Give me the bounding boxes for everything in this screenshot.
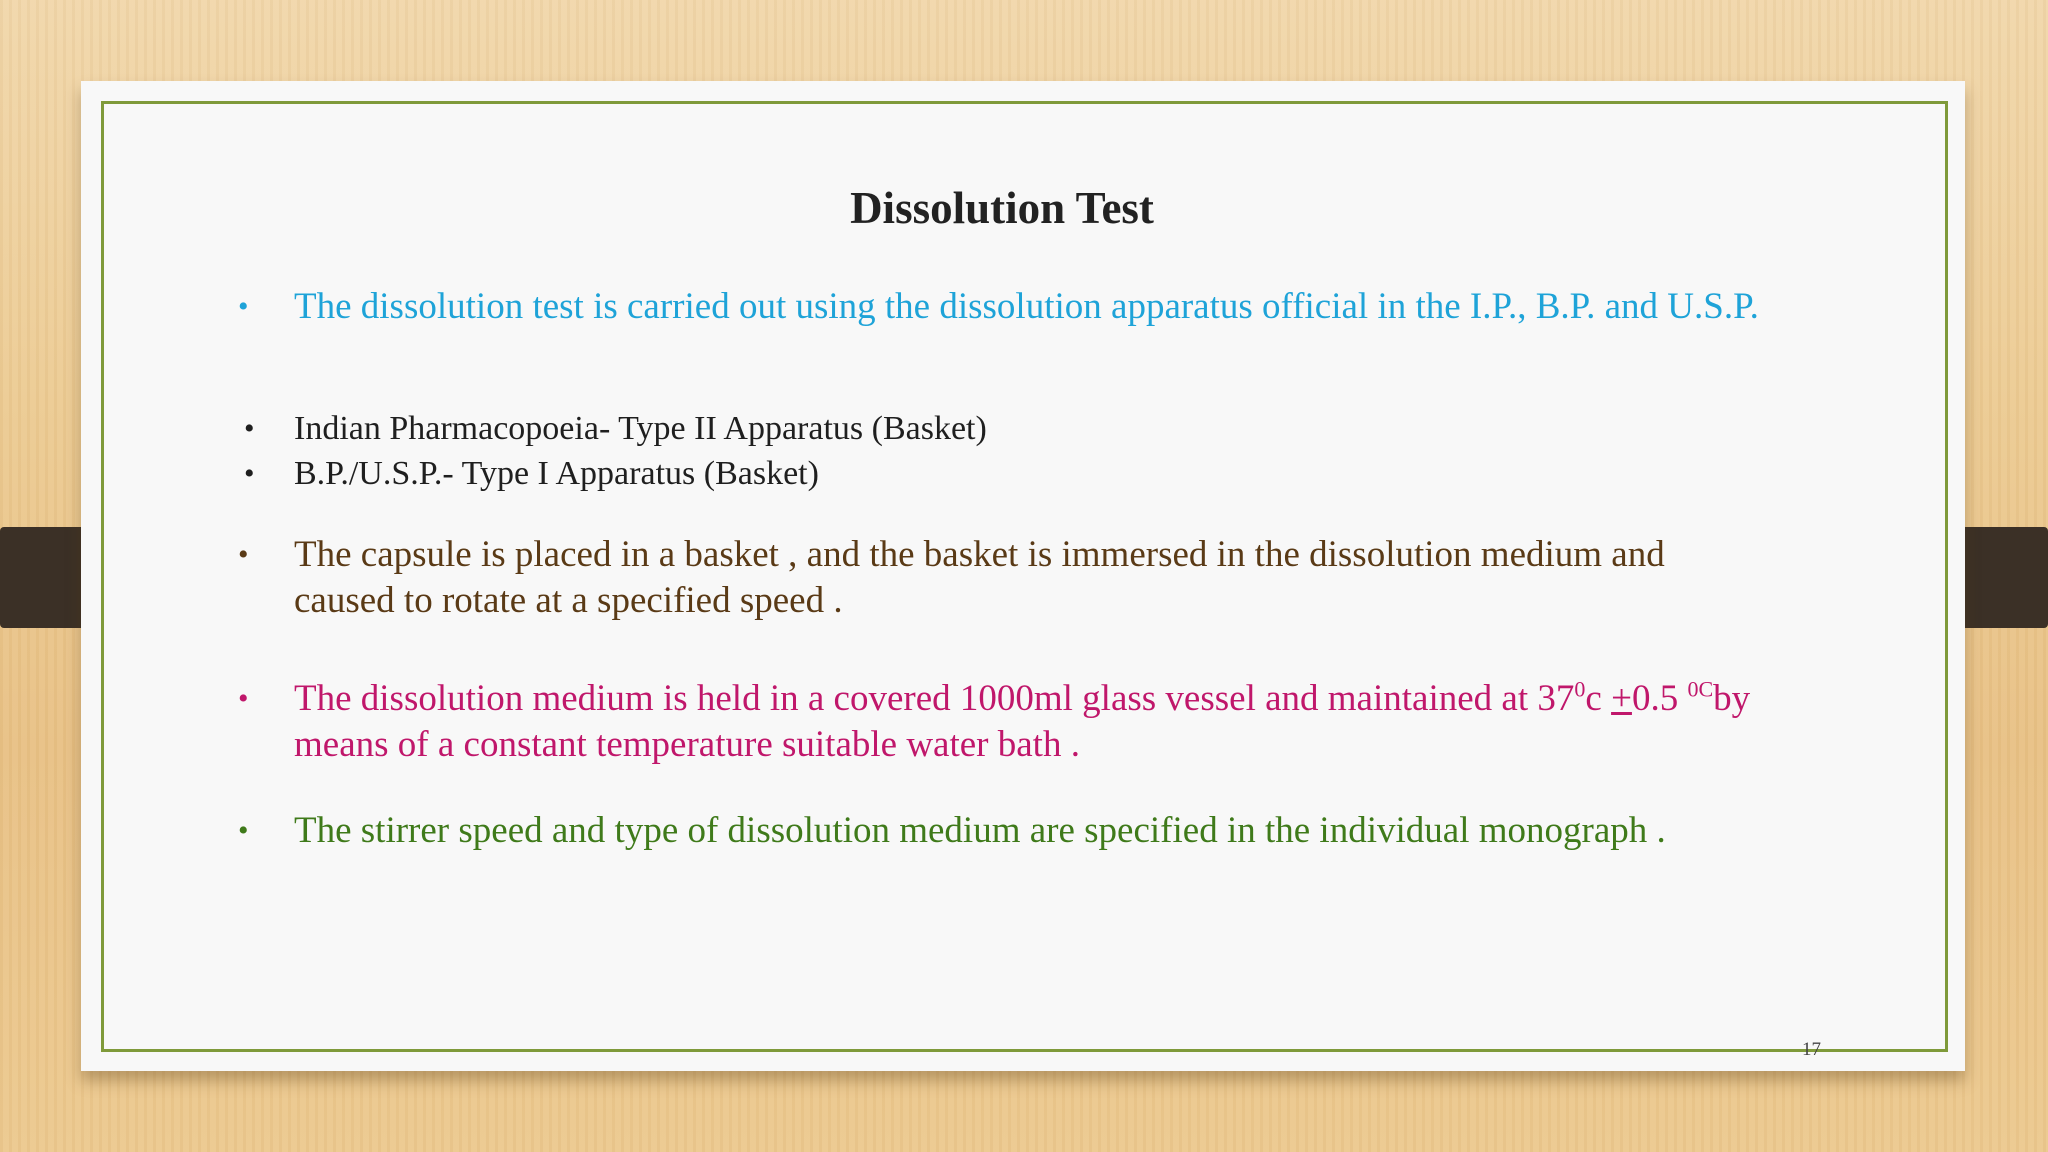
bullet-text-part1: The dissolution medium is held in a covered 1000ml glass vessel and maintained at 37 bbox=[294, 678, 1575, 719]
bullet-text-part3: 0.5 bbox=[1631, 678, 1688, 719]
bullet-text: Indian Pharmacopoeia- Type II Apparatus (Basket) bbox=[294, 410, 987, 447]
bullet-dot: • bbox=[244, 457, 255, 490]
bullet-text: The stirrer speed and type of dissolution medium are specified in the individual monograph . bbox=[294, 810, 1666, 851]
bullet-dot: • bbox=[244, 412, 255, 445]
bullet-dot: • bbox=[238, 682, 249, 715]
bullet-capsule-basket bbox=[238, 532, 1714, 624]
bullet-text: B.P./U.S.P.- Type I Apparatus (Basket) bbox=[294, 455, 819, 492]
bullet-text: The dissolution test is carried out using the dissolution apparatus official in the I.P., B.P. and U.S.P. bbox=[294, 286, 1759, 327]
bullet-dissolution-medium bbox=[238, 676, 1814, 768]
bullet-dot: • bbox=[238, 538, 249, 571]
bullet-apparatus-official bbox=[238, 284, 1774, 330]
superscript-celsius: 0C bbox=[1687, 676, 1714, 702]
bullet-text: The capsule is placed in a basket , and the basket is immersed in the dissolution medium and caused to rotate at a specified speed . bbox=[294, 534, 1665, 621]
page-number: 17 bbox=[1802, 1039, 1821, 1060]
bullet-dot: • bbox=[238, 814, 249, 847]
superscript-degree: 0 bbox=[1574, 676, 1586, 702]
bullet-text-part2: c bbox=[1585, 678, 1612, 719]
bullet-indian-pharmacopoeia bbox=[244, 406, 1694, 451]
bullet-dot: • bbox=[238, 290, 249, 323]
bullet-bp-usp bbox=[244, 451, 1694, 496]
bullet-text-part4: by means of a constant temperature suitable water bath . bbox=[294, 678, 1751, 765]
slide bbox=[81, 81, 1965, 1071]
plus-minus-sign: + bbox=[1611, 678, 1632, 719]
slide-frame bbox=[101, 101, 1948, 1060]
bullet-stirrer-speed bbox=[238, 808, 1714, 854]
slide-title: Dissolution Test bbox=[850, 183, 1154, 233]
